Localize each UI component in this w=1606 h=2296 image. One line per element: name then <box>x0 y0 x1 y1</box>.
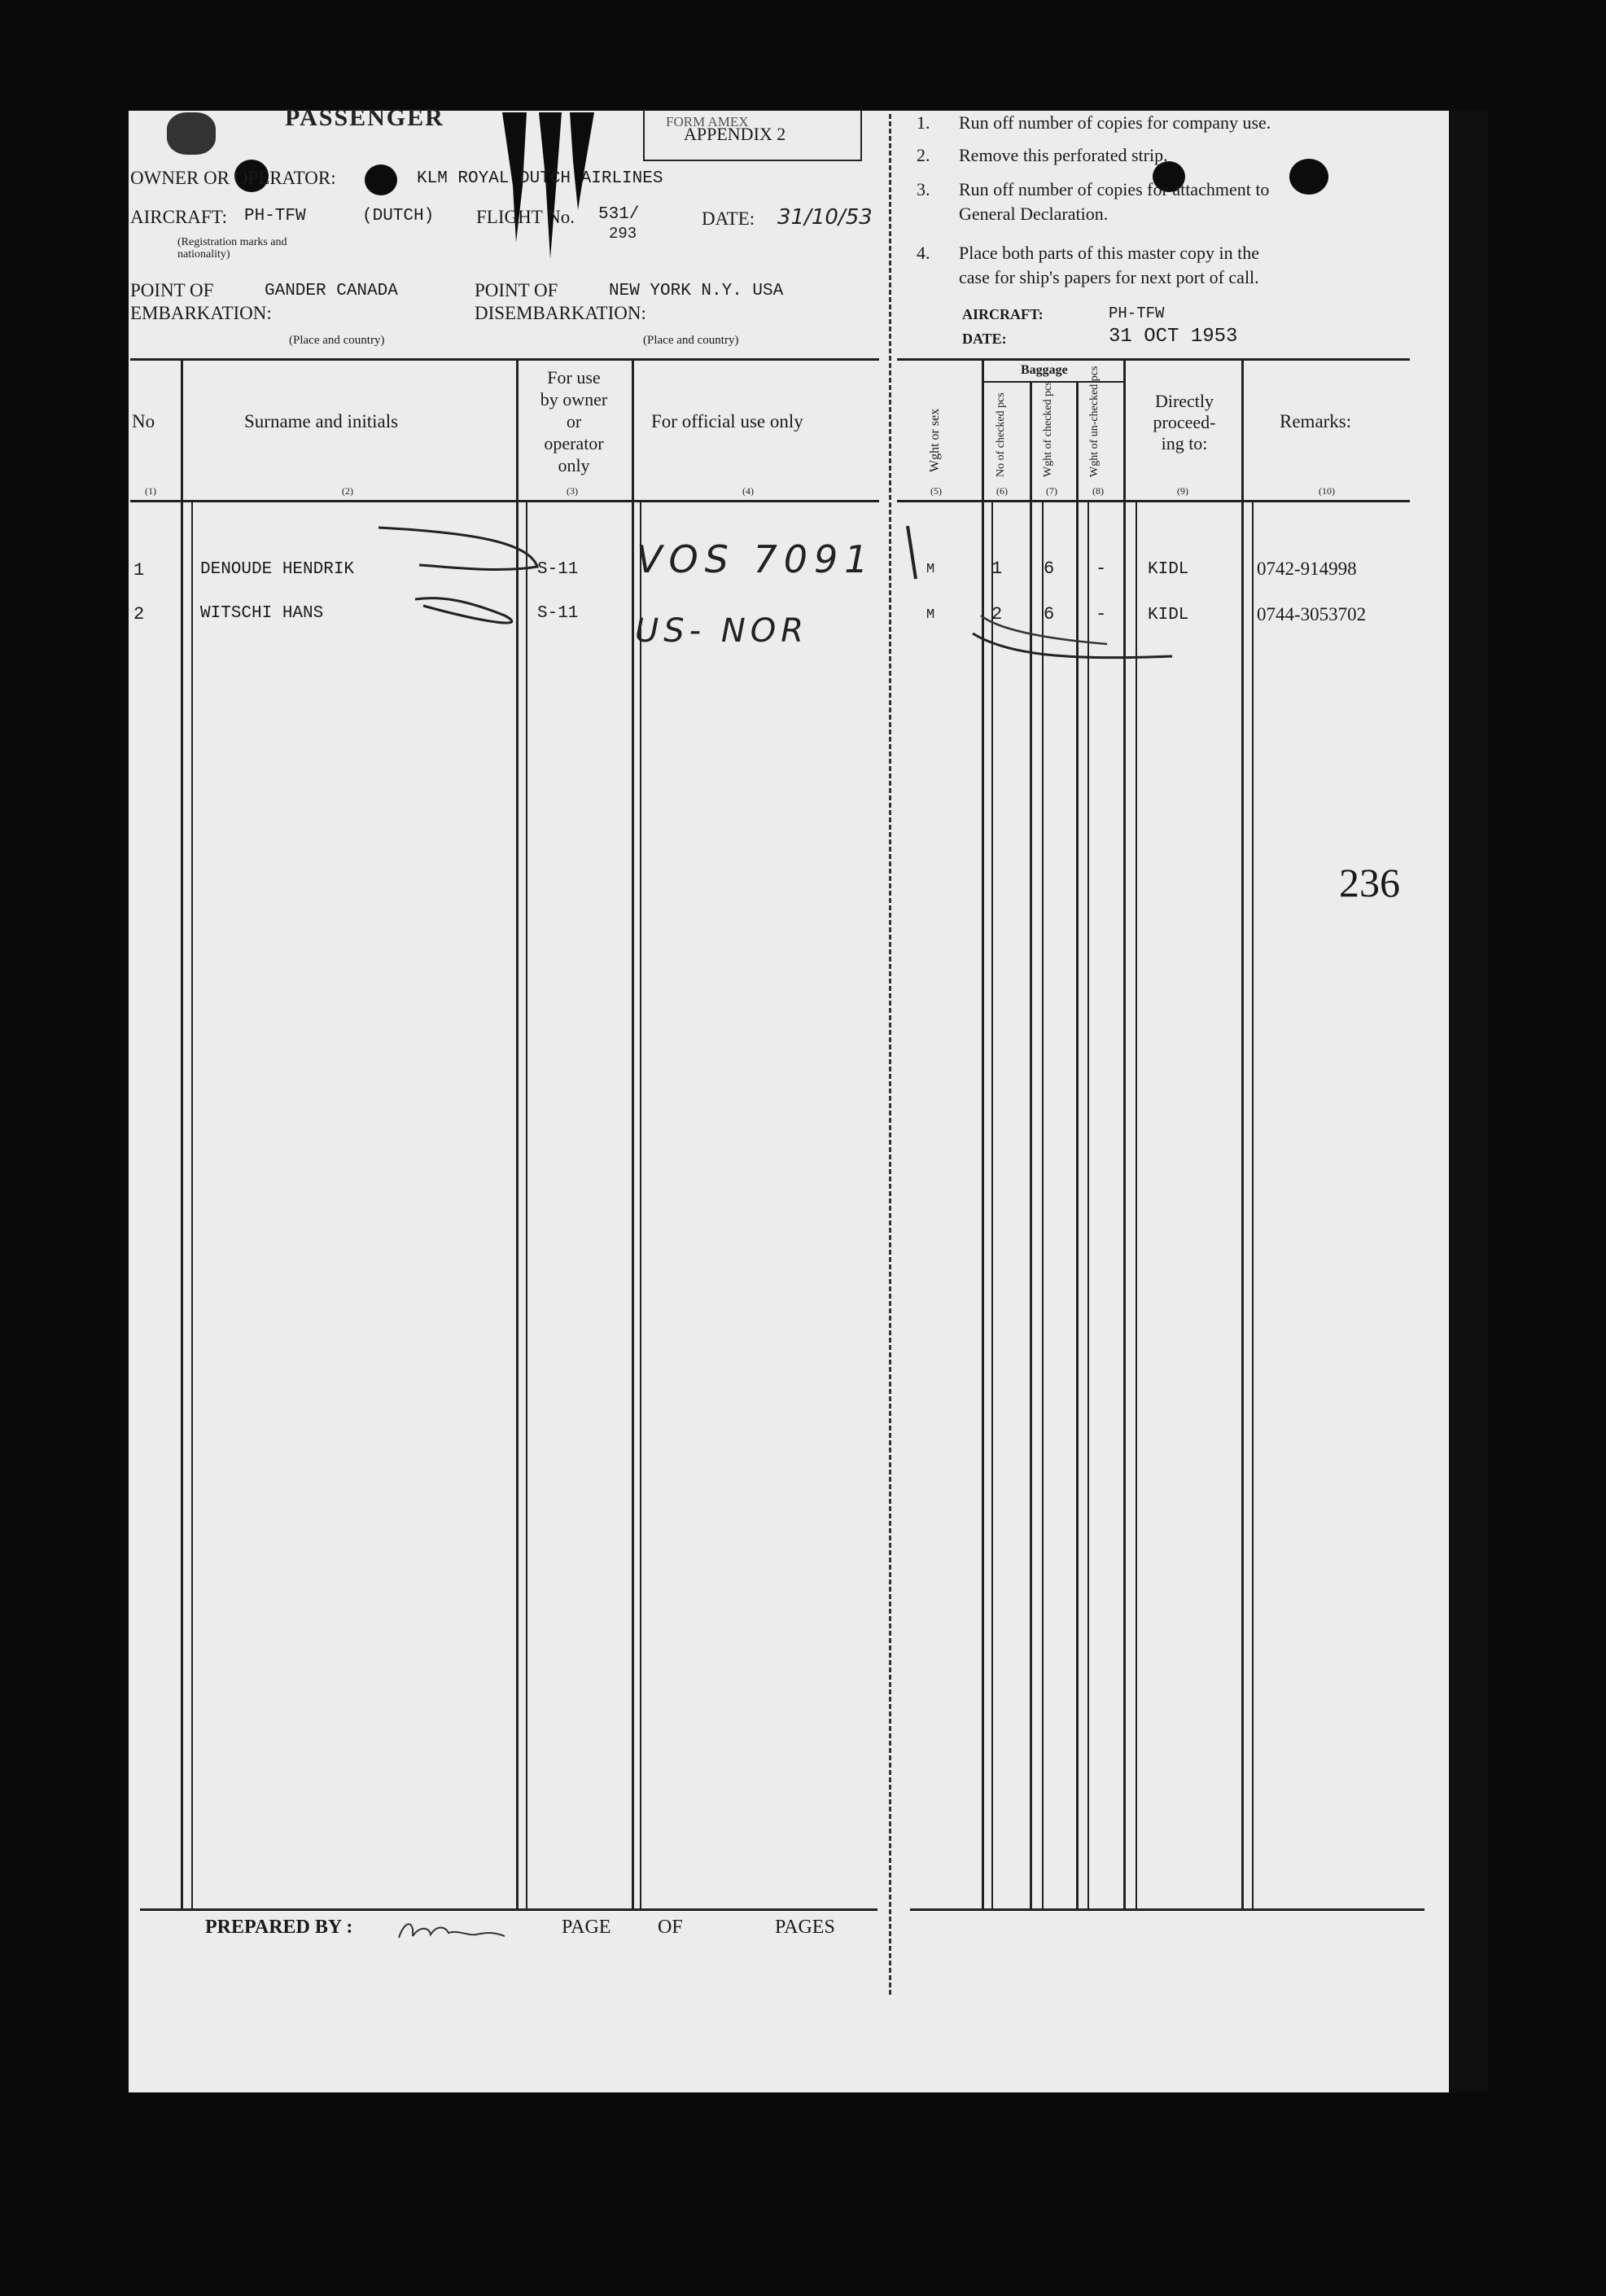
instruction-number: 3. <box>917 179 930 199</box>
appendix-label: APPENDIX 2 <box>684 124 786 144</box>
header-line: ing to: <box>1161 433 1208 454</box>
column-divider <box>1136 500 1137 1910</box>
column-header-weight-sex: Wght or sex <box>928 408 942 472</box>
destination: KIDL <box>1148 560 1189 579</box>
column-number: (9) <box>1177 485 1188 497</box>
column-header-directly <box>1131 391 1237 454</box>
column-number: (7) <box>1046 485 1057 497</box>
destination: KIDL <box>1148 606 1189 624</box>
form-title: PASSENGER <box>285 104 444 131</box>
table-top-rule-left <box>130 358 879 361</box>
document-page <box>129 111 1449 2092</box>
flight-value-2: 293 <box>609 225 637 243</box>
checked-pieces: 1 <box>991 559 1003 579</box>
disembark-label: POINT OF <box>475 280 558 300</box>
remarks: 0744-3053702 <box>1257 604 1367 624</box>
aircraft-subcaption: (Registration marks and nationality) <box>177 236 287 261</box>
prepared-by-label: PREPARED BY : <box>205 1917 353 1938</box>
ink-redaction <box>498 112 596 267</box>
instruction-text: Run off number of copies for attachment to <box>959 179 1270 199</box>
official-handwritten-note: US- NOR <box>635 612 809 650</box>
header-line: operator <box>544 433 604 454</box>
passenger-name: WITSCHI HANS <box>200 604 324 623</box>
table-bottom-rule-right <box>910 1908 1424 1911</box>
instruction-text: case for ship's papers for next port of call. <box>959 267 1259 287</box>
remarks: 0742-914998 <box>1257 559 1357 579</box>
column-header-checked-pcs: No of checked pcs <box>995 392 1007 477</box>
column-number: (5) <box>930 485 942 497</box>
column-divider <box>191 500 193 1910</box>
embark-label-2: EMBARKATION: <box>130 303 272 323</box>
instruction-text: Place both parts of this master copy in the <box>959 243 1260 263</box>
flight-value: 531/ <box>598 205 640 224</box>
column-header-owner-use <box>521 366 627 476</box>
row-number: 1 <box>133 560 145 581</box>
column-header-remarks: Remarks: <box>1280 411 1352 432</box>
column-header-wt-unchecked: Wght of un-checked pcs <box>1088 366 1101 477</box>
instruction-text: General Declaration. <box>959 204 1109 224</box>
operator-code: S-11 <box>537 560 579 579</box>
table-bottom-rule-left <box>140 1908 877 1911</box>
form-reference: FORM AMEX <box>666 114 749 129</box>
embark-value: GANDER CANADA <box>265 282 398 300</box>
disembark-label-2: DISEMBARKATION: <box>475 303 646 323</box>
table-top-rule-right <box>897 358 1410 361</box>
strip-aircraft-label: AIRCRAFT: <box>962 306 1044 322</box>
unchecked-weight: - <box>1096 604 1107 624</box>
column-header-surname: Surname and initials <box>244 411 399 432</box>
header-line: or <box>566 411 582 432</box>
aircraft-label: AIRCRAFT: <box>130 207 227 227</box>
row-number: 2 <box>133 604 145 624</box>
preparer-signature <box>395 1915 509 1948</box>
column-divider <box>181 360 183 1910</box>
column-divider <box>640 500 641 1910</box>
column-number: (1) <box>145 485 156 497</box>
embark-label: POINT OF <box>130 280 214 300</box>
column-number: (2) <box>342 485 353 497</box>
column-number: (8) <box>1092 485 1104 497</box>
column-divider <box>1241 360 1244 1910</box>
page-shadow <box>1449 111 1488 2092</box>
airline-crest <box>167 112 216 155</box>
aircraft-value: PH-TFW <box>244 207 306 226</box>
header-bottom-rule-right <box>897 500 1410 502</box>
strip-date-label: DATE: <box>962 331 1007 347</box>
checked-pieces: 2 <box>991 604 1003 624</box>
passenger-sex: M <box>926 607 935 623</box>
operator-code: S-11 <box>537 604 579 623</box>
column-number: (10) <box>1319 485 1335 497</box>
pages-of-label: OF <box>658 1917 683 1938</box>
passenger-name: DENOUDE HENDRIK <box>200 560 355 579</box>
date-label: DATE: <box>702 208 755 229</box>
strip-aircraft-value: PH-TFW <box>1109 305 1165 322</box>
unchecked-weight: - <box>1096 559 1107 579</box>
column-divider <box>1042 500 1044 1910</box>
official-handwritten-note: VOS 7091 <box>637 537 875 581</box>
column-divider <box>1087 500 1089 1910</box>
passenger-sex: M <box>926 562 935 577</box>
aircraft-nationality: (DUTCH) <box>362 207 435 226</box>
strip-date-value: 31 OCT 1953 <box>1109 326 1238 348</box>
column-divider <box>526 500 527 1910</box>
header-line: For use <box>547 367 601 388</box>
date-value: 31/10/53 <box>777 205 873 230</box>
flight-label: FLIGHT No. <box>476 207 575 227</box>
instruction-number: 2. <box>917 145 930 165</box>
pages-label: PAGES <box>775 1917 835 1938</box>
page-number-stamp: 236 <box>1339 860 1400 905</box>
owner-label: OWNER OR OPERATOR: <box>130 168 336 188</box>
punch-hole <box>365 164 397 195</box>
header-bottom-rule-left <box>130 500 879 502</box>
column-number: (4) <box>742 485 754 497</box>
instruction-text: Run off number of copies for company use. <box>959 112 1271 133</box>
column-header-no: No <box>132 411 155 432</box>
embark-subcaption: (Place and country) <box>289 334 385 347</box>
header-line: proceed- <box>1153 412 1216 432</box>
column-header-wt-checked: Wght of checked pcs <box>1042 381 1054 477</box>
punch-hole <box>1289 159 1328 195</box>
disembark-value: NEW YORK N.Y. USA <box>609 282 784 300</box>
column-divider <box>1252 500 1254 1910</box>
column-number: (3) <box>567 485 578 497</box>
checked-weight: 6 <box>1044 559 1055 579</box>
column-number: (6) <box>996 485 1008 497</box>
owner-value: KLM ROYAL DUTCH AIRLINES <box>417 169 663 188</box>
header-line: by owner <box>540 389 608 410</box>
instruction-text: Remove this perforated strip. <box>959 145 1168 165</box>
instruction-number: 1. <box>917 112 930 133</box>
checked-weight: 6 <box>1044 604 1055 624</box>
header-line: Directly <box>1154 391 1214 411</box>
header-line: only <box>558 455 590 475</box>
perforation-line <box>889 114 891 1995</box>
handwritten-strokes <box>374 518 1172 681</box>
page-label: PAGE <box>562 1917 611 1938</box>
column-header-official: For official use only <box>651 411 803 432</box>
column-header-baggage: Baggage <box>1021 363 1068 377</box>
column-divider <box>991 500 993 1910</box>
disembark-subcaption: (Place and country) <box>643 334 739 347</box>
instruction-number: 4. <box>917 243 930 263</box>
